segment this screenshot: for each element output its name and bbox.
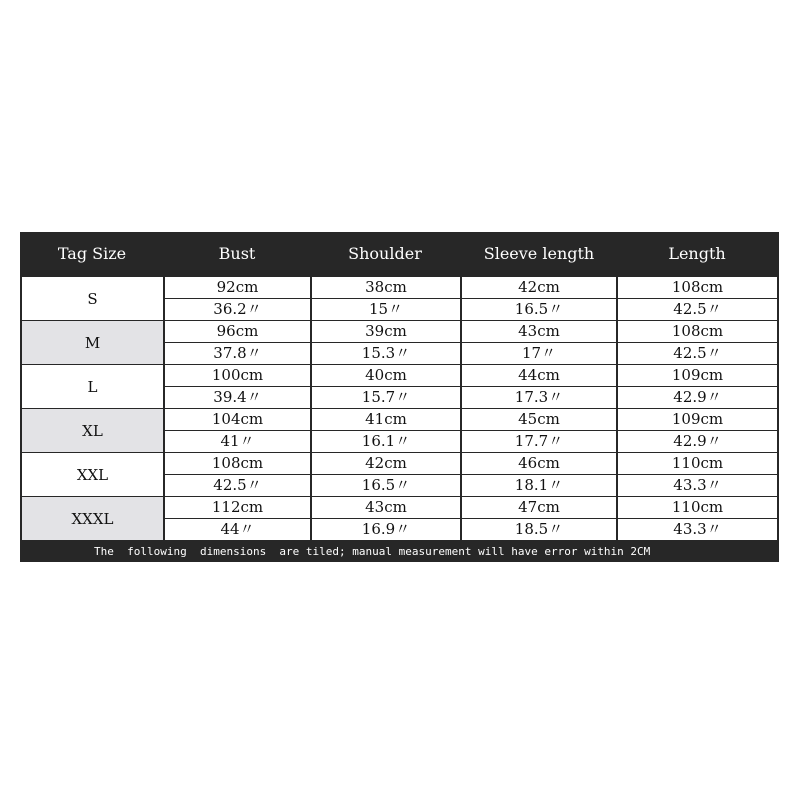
measurement-cell-inch: 17.7〃: [462, 431, 616, 452]
measurement-cell-cm: 110cm: [618, 497, 777, 518]
measurement-cell-inch: 18.1〃: [462, 475, 616, 496]
measurement-cell-inch: 42.5〃: [618, 343, 777, 364]
measurement-cell-cm: 109cm: [618, 409, 777, 430]
table-header-row: [20, 232, 779, 276]
measurement-cell-inch: 16.5〃: [462, 299, 616, 320]
measurement-cell-inch: 15.3〃: [312, 343, 460, 364]
measurement-cell-inch: 41〃: [165, 431, 310, 452]
measurement-cell-cm: 42cm: [312, 453, 460, 474]
header-tag-size: Tag Size: [57, 244, 127, 263]
measurement-cell-inch: 37.8〃: [165, 343, 310, 364]
tag-size-cell: XXXL: [22, 497, 163, 540]
measurement-cell-cm: 41cm: [312, 409, 460, 430]
measurement-cell-cm: 39cm: [312, 321, 460, 342]
measurement-cell-cm: 47cm: [462, 497, 616, 518]
measurement-cell-cm: 108cm: [618, 321, 777, 342]
footer-note: The following dimensions are tiled; manual measurement will have error within 2CM: [94, 545, 651, 558]
measurement-cell-inch: 17〃: [462, 343, 616, 364]
measurement-cell-inch: 18.5〃: [462, 519, 616, 540]
measurement-cell-inch: 43.3〃: [618, 519, 777, 540]
measurement-cell-inch: 16.1〃: [312, 431, 460, 452]
header-length: Length: [668, 244, 726, 263]
size-chart-table: [20, 232, 779, 562]
measurement-cell-inch: 42.5〃: [165, 475, 310, 496]
tag-size-cell: L: [22, 365, 163, 408]
measurement-cell-inch: 15〃: [312, 299, 460, 320]
table-body: [22, 276, 777, 542]
measurement-cell-cm: 109cm: [618, 365, 777, 386]
measurement-cell-cm: 104cm: [165, 409, 310, 430]
measurement-cell-cm: 38cm: [312, 277, 460, 298]
measurement-cell-cm: 40cm: [312, 365, 460, 386]
tag-size-cell: M: [22, 321, 163, 364]
measurement-cell-cm: 44cm: [462, 365, 616, 386]
measurement-cell-inch: 16.9〃: [312, 519, 460, 540]
tag-size-cell: XL: [22, 409, 163, 452]
header-shoulder: Shoulder: [348, 244, 422, 263]
measurement-cell-inch: 42.9〃: [618, 431, 777, 452]
measurement-cell-inch: 42.5〃: [618, 299, 777, 320]
measurement-cell-cm: 42cm: [462, 277, 616, 298]
measurement-cell-cm: 112cm: [165, 497, 310, 518]
tag-size-cell: XXL: [22, 453, 163, 496]
measurement-cell-cm: 108cm: [618, 277, 777, 298]
measurement-cell-inch: 16.5〃: [312, 475, 460, 496]
measurement-cell-inch: 17.3〃: [462, 387, 616, 408]
header-bust: Bust: [218, 244, 256, 263]
measurement-cell-cm: 96cm: [165, 321, 310, 342]
measurement-cell-cm: 43cm: [312, 497, 460, 518]
measurement-cell-cm: 45cm: [462, 409, 616, 430]
measurement-cell-inch: 15.7〃: [312, 387, 460, 408]
measurement-cell-cm: 110cm: [618, 453, 777, 474]
measurement-cell-cm: 92cm: [165, 277, 310, 298]
measurement-cell-inch: 42.9〃: [618, 387, 777, 408]
measurement-cell-inch: 44〃: [165, 519, 310, 540]
measurement-cell-cm: 46cm: [462, 453, 616, 474]
measurement-cell-inch: 43.3〃: [618, 475, 777, 496]
tag-size-cell: S: [22, 277, 163, 320]
measurement-cell-cm: 108cm: [165, 453, 310, 474]
measurement-cell-inch: 39.4〃: [165, 387, 310, 408]
measurement-cell-inch: 36.2〃: [165, 299, 310, 320]
header-sleeve-length: Sleeve length: [483, 244, 595, 263]
measurement-cell-cm: 100cm: [165, 365, 310, 386]
measurement-cell-cm: 43cm: [462, 321, 616, 342]
